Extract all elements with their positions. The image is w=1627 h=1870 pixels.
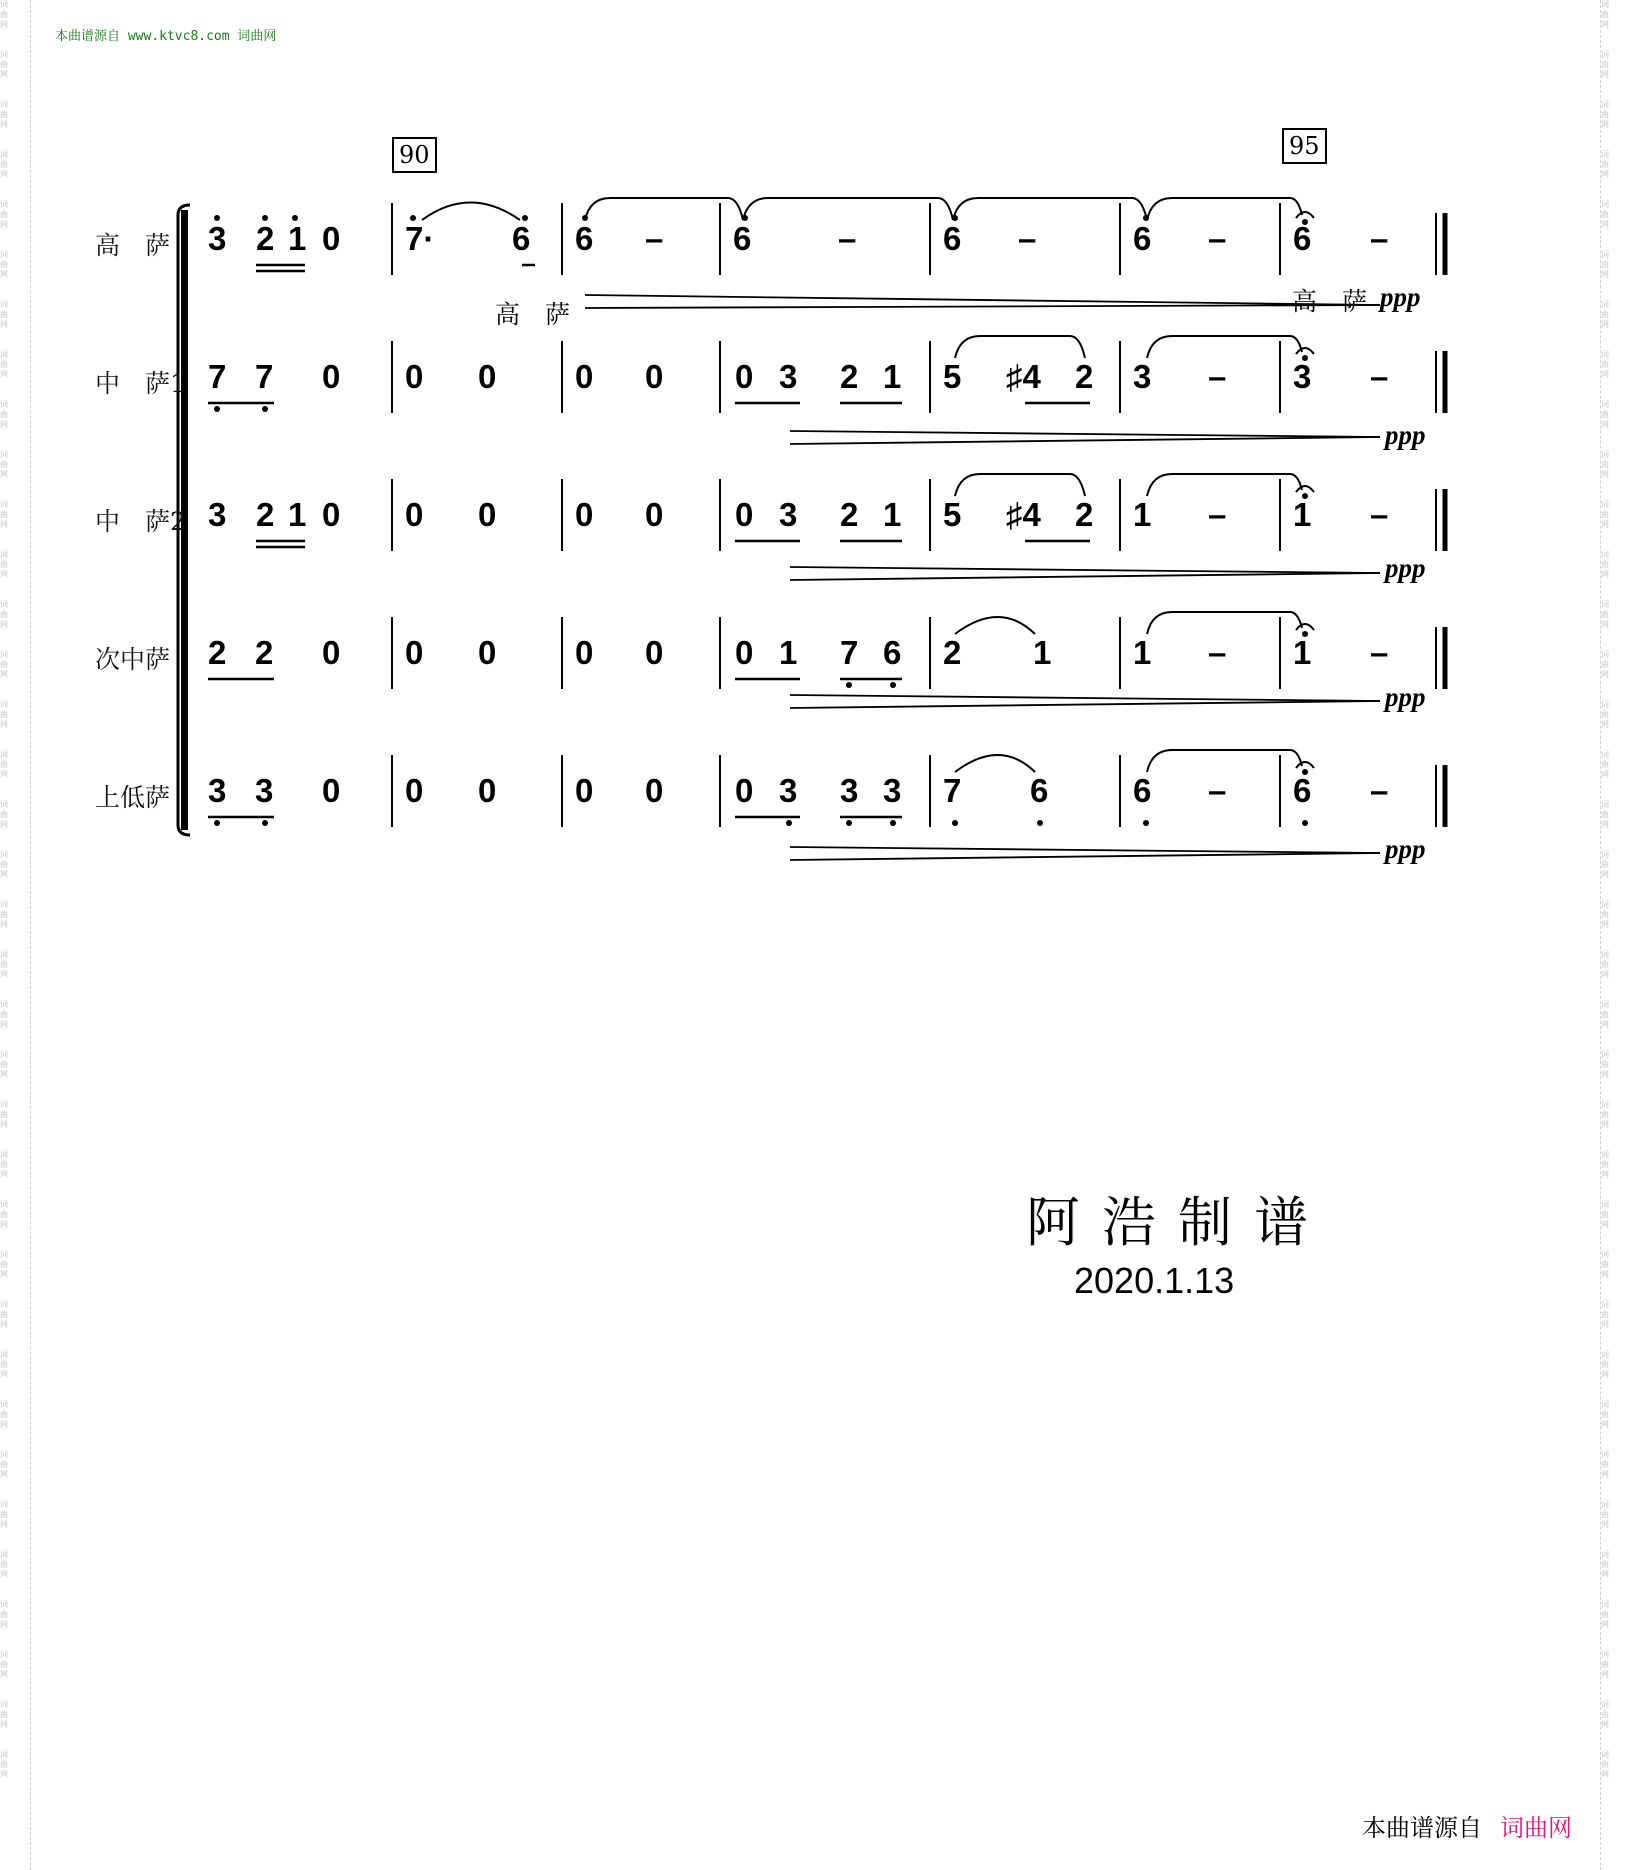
note: – [1370,634,1389,671]
note: 2 [208,634,227,671]
note: 3 [883,772,902,809]
note: 6 [1030,772,1049,809]
note: 0 [405,496,424,533]
note: 3 [208,220,227,257]
note: 0 [478,772,497,809]
note: 2 [840,358,859,395]
right-margin-watermark: 词 曲 网 词 曲 网 词 曲 网 词 曲 网 词 曲 网 词 曲 网 词 曲 网 词 曲 网 词 曲 网 词 曲 网 词 曲 网 词 曲 网 词 曲 网 词 曲 网 词 曲 网 词 曲 网 词 曲 网 词 曲 网 词 曲 网 词 曲 网 词 曲 网 词 曲 网 词 曲 网 词 曲 网 词 曲 网 词 曲 网 词 曲 网 词 曲 网 词 曲 网 词 曲 网 词 曲 网 词 曲 网 词 曲 网 词 曲 网 词 曲 网 词 曲 网 [1600,0,1627,1870]
note: 1 [1033,634,1052,671]
note: 2 [840,496,859,533]
note: 0 [405,772,424,809]
note: 0 [575,634,594,671]
note: 7 [840,634,859,671]
note: 7 [943,772,962,809]
note: 1 [779,634,798,671]
note: – [838,220,857,257]
note: 2 [943,634,962,671]
note: 0 [735,358,754,395]
header-source-text: 本曲谱源自 www.ktvc8.com 词曲网 [55,29,277,44]
note: – [1208,634,1227,671]
part-label-alto1: 中 萨1 [95,369,186,398]
note: 1 [1293,634,1312,671]
note: 0 [735,634,754,671]
note: 6 [883,634,902,671]
note: 7 [255,358,274,395]
note: 1 [288,220,307,257]
dynamic-ppp: ppp [1385,553,1426,583]
cross-staff-label: 高 萨 [495,300,571,329]
note: 0 [322,772,341,809]
note: 7 [208,358,227,395]
note: – [1018,220,1037,257]
note: 6 [512,220,531,257]
note: 0 [478,634,497,671]
note: – [1370,496,1389,533]
note: 5 [943,358,962,395]
note: 6 [943,220,962,257]
note: 1 [1133,496,1152,533]
note: 3 [1133,358,1152,395]
note: 0 [735,772,754,809]
note: – [645,220,664,257]
note: 0 [478,496,497,533]
note: 0 [322,496,341,533]
note: 2 [1075,496,1094,533]
part-label-tenor: 次中萨 [95,645,171,674]
note: 5 [943,496,962,533]
note: 3 [208,496,227,533]
note: – [1370,772,1389,809]
note: 3 [255,772,274,809]
note: 6 [1293,220,1312,257]
note: 1 [883,496,902,533]
left-margin-watermark: 词 曲 网 词 曲 网 词 曲 网 词 曲 网 词 曲 网 词 曲 网 词 曲 网 词 曲 网 词 曲 网 词 曲 网 词 曲 网 词 曲 网 词 曲 网 词 曲 网 词 曲 网 词 曲 网 词 曲 网 词 曲 网 词 曲 网 词 曲 网 词 曲 网 词 曲 网 词 曲 网 词 曲 网 词 曲 网 词 曲 网 词 曲 网 词 曲 网 词 曲 网 词 曲 网 词 曲 网 词 曲 网 词 曲 网 词 曲 网 词 曲 网 词 曲 网 [0,0,31,1870]
note: 0 [322,634,341,671]
note: 0 [575,358,594,395]
note: 0 [645,496,664,533]
arranger-date: 2020.1.13 [1074,1260,1235,1301]
note: ♯4 [1006,358,1041,395]
note: – [1208,496,1227,533]
note: 3 [779,358,798,395]
note: – [1208,358,1227,395]
note: 1 [288,496,307,533]
note: 0 [322,358,341,395]
note: 0 [645,634,664,671]
note: 3 [1293,358,1312,395]
footer-site-link[interactable]: 词曲网 [1500,1814,1572,1842]
note: 2 [255,634,274,671]
note: 0 [645,772,664,809]
note: 1 [1293,496,1312,533]
cross-staff-label-end: 高 萨 [1292,287,1368,316]
note: 7· [405,220,435,257]
note: 3 [779,772,798,809]
note: 3 [779,496,798,533]
note: 6 [575,220,594,257]
footer-source-text: 本曲谱源自 [1362,1814,1482,1842]
rehearsal-mark-90: 90 [392,137,437,173]
note: 0 [735,496,754,533]
note: 0 [575,772,594,809]
note: 0 [645,358,664,395]
dynamic-ppp: ppp [1385,682,1426,712]
note: 6 [1133,220,1152,257]
note: 2 [256,220,275,257]
part-label-soprano: 高 萨 [95,231,171,260]
note: 2 [256,496,275,533]
note: 3 [840,772,859,809]
note: 6 [733,220,752,257]
arranger-credit: 阿浩制谱 [1026,1191,1330,1254]
note: 6 [1293,772,1312,809]
note: – [1370,220,1389,257]
note: – [1370,358,1389,395]
note: 0 [405,634,424,671]
dynamic-ppp: ppp [1385,420,1426,450]
note: 0 [575,496,594,533]
note: 0 [478,358,497,395]
note: – [1208,772,1227,809]
note: – [1208,220,1227,257]
note: 2 [1075,358,1094,395]
note: 3 [208,772,227,809]
note: 0 [405,358,424,395]
dynamic-ppp: ppp [1385,834,1426,864]
dynamic-ppp: ppp [1380,282,1421,312]
rehearsal-mark-95: 95 [1282,128,1327,164]
note: ♯4 [1006,496,1041,533]
note: 6 [1133,772,1152,809]
part-label-alto2: 中 萨2 [95,507,186,536]
note: 1 [883,358,902,395]
note: 1 [1133,634,1152,671]
note: 0 [322,220,341,257]
part-label-baritone: 上低萨 [95,783,171,812]
